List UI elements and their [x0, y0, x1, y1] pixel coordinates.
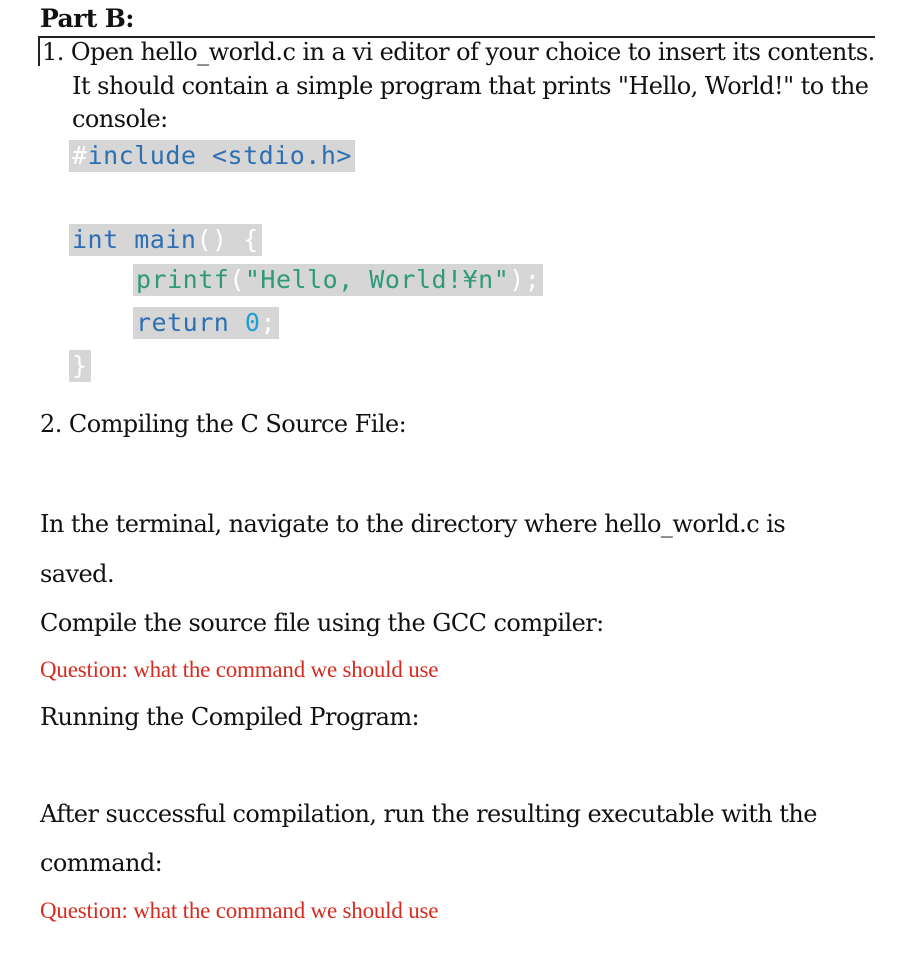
- close-brace: }: [72, 351, 88, 380]
- include-directive: include <stdio.h>: [87, 141, 352, 170]
- printf-open-paren: (: [229, 265, 245, 294]
- main-function: main: [134, 225, 197, 254]
- step1-line1: 1. Open hello_world.c in a vi editor of your choice to insert its contents.: [38, 36, 875, 66]
- step1-line3: console:: [72, 105, 168, 133]
- after-compilation-line2: command:: [40, 849, 163, 877]
- step1-line2: It should contain a simple program that prints "Hello, World!" to the: [72, 72, 869, 100]
- after-compilation-line1: After successful compilation, run the resulting executable with the: [40, 800, 817, 828]
- code-return-line: [133, 308, 279, 337]
- question-compile-command: Question: what the command we should use: [40, 657, 439, 682]
- printf-string: "Hello, World!¥n": [244, 265, 510, 294]
- return-keyword: return: [136, 308, 230, 337]
- code-printf-line: [133, 265, 543, 294]
- include-hash: #: [72, 141, 88, 170]
- step2-title: 2. Compiling the C Source File:: [40, 410, 407, 438]
- return-value: 0: [244, 308, 261, 337]
- step2-para1-line1: In the terminal, navigate to the directory where hello_world.c is: [40, 510, 786, 538]
- code-include-line: [69, 141, 355, 170]
- step2-compile-instruction: Compile the source file using the GCC compiler:: [40, 609, 604, 637]
- main-parens: (): [196, 225, 228, 254]
- code-close-brace-line: [69, 351, 91, 380]
- running-program-title: Running the Compiled Program:: [40, 703, 420, 731]
- code-main-signature: [69, 225, 262, 254]
- printf-close: );: [509, 265, 541, 294]
- return-semicolon: ;: [260, 308, 276, 337]
- part-heading: Part B:: [40, 4, 134, 33]
- step2-para1-line2: saved.: [40, 560, 115, 588]
- printf-function: printf: [136, 265, 230, 294]
- int-keyword: int: [72, 225, 119, 254]
- question-run-command: Question: what the command we should use: [40, 898, 439, 923]
- open-brace: {: [243, 225, 259, 254]
